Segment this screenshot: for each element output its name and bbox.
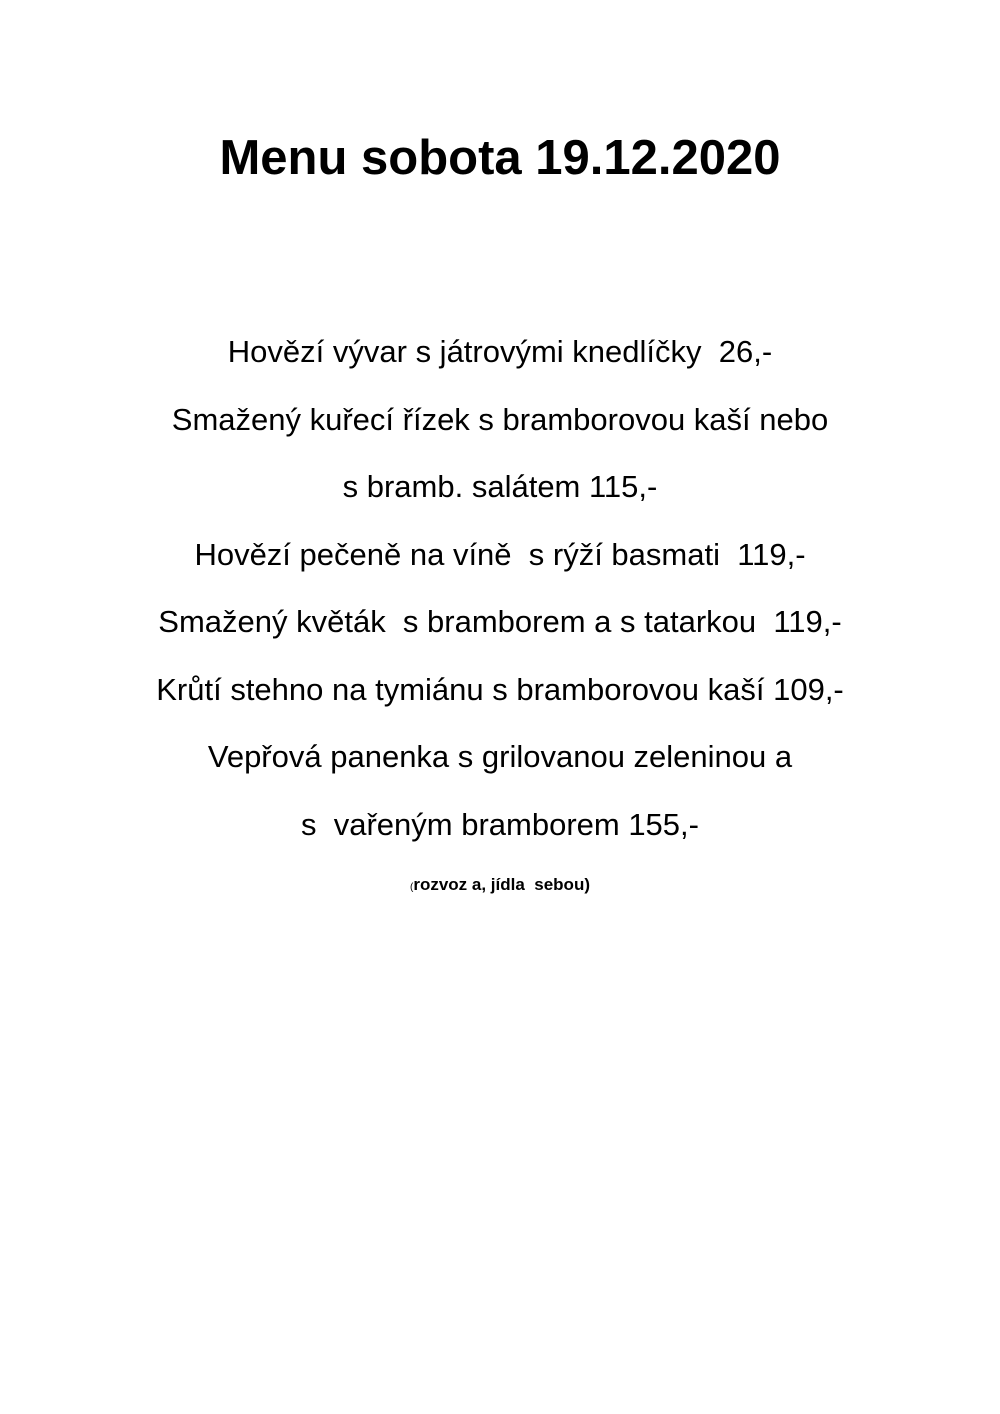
menu-item: s vařeným bramborem 155,- [301,806,699,842]
menu-item: Krůtí stehno na tymiánu s bramborovou kaší 109,- [156,671,844,707]
delivery-note [0,874,1000,899]
menu-item: Hovězí pečeně na víně s rýží basmati 119,- [194,536,806,572]
menu-item: Smažený kuřecí řízek s bramborovou kaší nebo [171,401,829,437]
page-title: Menu sobota 19.12.2020 [219,131,781,185]
menu-item: Vepřová panenka s grilovanou zeleninou a [207,739,793,774]
delivery-note-paren: ( [410,882,414,893]
menu-list [0,330,1000,870]
menu-item: s bramb. salátem 115,- [342,469,658,504]
menu-item: Hovězí vývar s játrovými knedlíčky 26,- [227,334,773,369]
menu-item: Smažený květák s bramborem a s tatarkou 119,- [158,604,842,639]
delivery-note-text: rozvoz a, jídla sebou) [413,875,590,894]
